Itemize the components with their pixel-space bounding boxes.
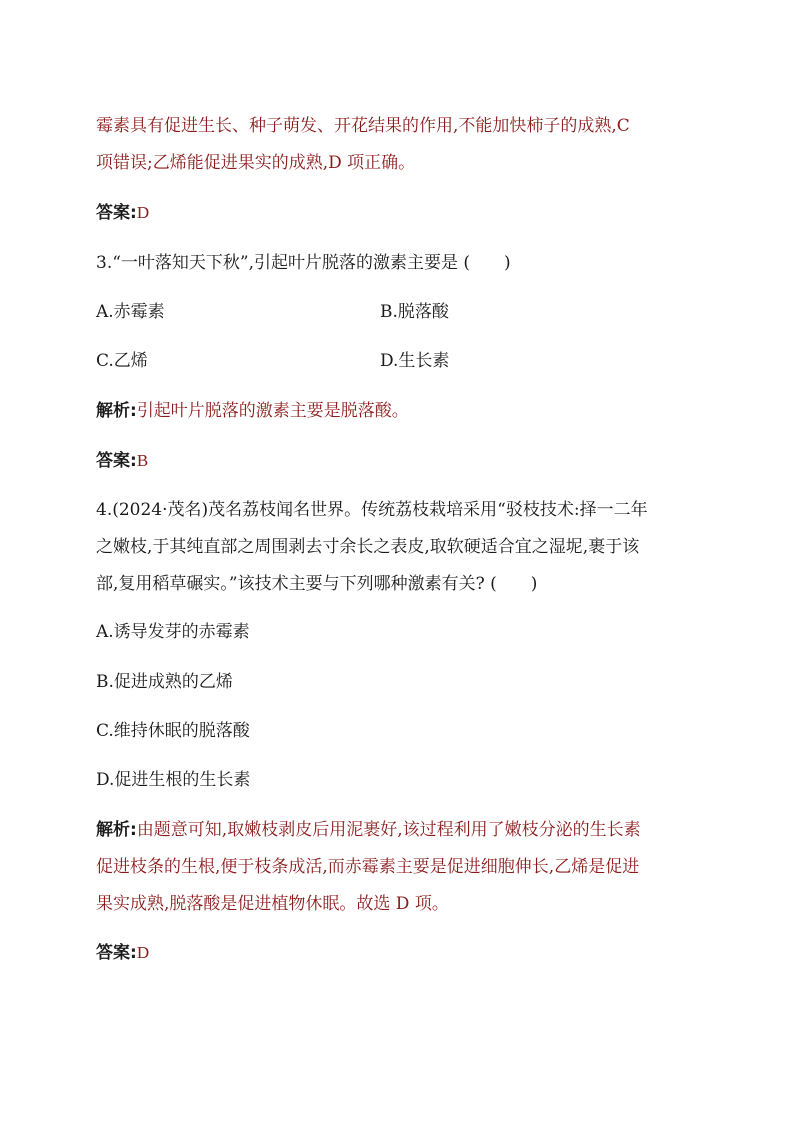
answer-value: D (136, 203, 150, 222)
answer-label: 答案: (96, 451, 137, 471)
q4-analysis-line-2: 促进枝条的生根,便于枝条成活,而赤霉素主要是促进细胞伸长,乙烯是促进 (96, 857, 640, 877)
q4-option-a: A.诱导发芽的赤霉素 (96, 622, 250, 642)
answer-label: 答案: (96, 943, 137, 963)
q3-option-a: A.赤霉素 (96, 302, 165, 322)
analysis-text: 由题意可知,取嫩枝剥皮后用泥裹好,该过程利用了嫩枝分泌的生长素 (136, 820, 641, 840)
q3-analysis (96, 399, 409, 423)
analysis-text: 引起叶片脱落的激素主要是脱落酸。 (136, 401, 409, 421)
q3-option-d: D.生长素 (380, 351, 450, 371)
analysis-label: 解析: (96, 820, 137, 840)
q4-stem-line-3: 部,复用稻草碾实。”该技术主要与下列哪种激素有关? ( ) (96, 574, 538, 594)
q4-analysis-line-3: 果实成熟,脱落酸是促进植物休眠。故选 D 项。 (96, 894, 449, 914)
prev-answer (96, 201, 149, 225)
q4-option-d: D.促进生根的生长素 (96, 770, 251, 790)
prev-analysis-line-2: 项错误;乙烯能促进果实的成熟,D 项正确。 (96, 153, 416, 173)
q4-option-b: B.促进成熟的乙烯 (96, 672, 233, 692)
q3-stem: 3.“一叶落知天下秋”,引起叶片脱落的激素主要是 ( ) (96, 253, 511, 273)
analysis-label: 解析: (96, 401, 137, 421)
answer-label: 答案: (96, 203, 137, 223)
prev-analysis-line-1: 霉素具有促进生长、种子萌发、开花结果的作用,不能加快柿子的成熟,C (96, 116, 630, 136)
q4-option-c: C.维持休眠的脱落酸 (96, 721, 250, 741)
answer-value: B (136, 451, 149, 470)
q3-answer (96, 449, 148, 473)
q4-stem-line-2: 之嫩枝,于其纯直部之周围剥去寸余长之表皮,取软硬适合宜之湿坭,裹于该 (96, 537, 640, 557)
answer-value: D (136, 943, 150, 962)
q3-option-b: B.脱落酸 (380, 302, 449, 322)
q4-answer (96, 941, 149, 965)
q4-stem-line-1: 4.(2024·茂名)茂名荔枝闻名世界。传统荔枝栽培采用“驳枝技术:择一二年 (96, 500, 648, 520)
q4-analysis-line-1 (96, 818, 641, 842)
q3-option-c: C.乙烯 (96, 351, 148, 371)
